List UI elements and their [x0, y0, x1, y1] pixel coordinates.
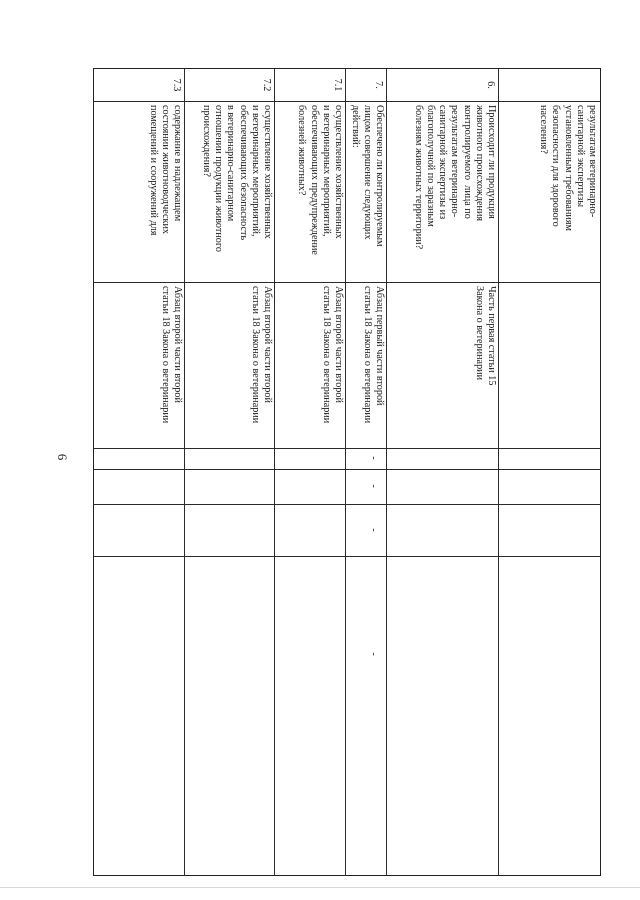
legal-basis: Абзац второй части второй статьи 18 Закона о ветеринарии: [320, 286, 344, 424]
legal-basis: Часть первая статьи 15 Закона о ветеринарии: [473, 286, 497, 386]
legal-basis: [596, 282, 600, 448]
page-number: 6: [55, 453, 70, 461]
question-text: осуществление хозяйственных и ветеринарных мероприятий, обеспечивающих предупреждение болезней животных?: [296, 105, 344, 255]
item-number: 7.: [373, 81, 384, 89]
answer-mark: -: [368, 652, 379, 656]
question-text: Происходит ли продукция животного происхождения контролируемого лица по результатам ветеринарно- санитарной экспертизы из благополучной по заразным болезням животных территории?: [412, 105, 497, 250]
item-number: 6.: [485, 81, 496, 89]
rotated-table-container: [93, 68, 601, 876]
scan-edge: [0, 887, 640, 900]
column-divider: [93, 469, 600, 470]
answer-mark: -: [368, 528, 379, 532]
question-text: Обеспечено ли контролируемым лицом совершение следующих действий:: [349, 105, 385, 247]
item-number: 7.1: [332, 78, 343, 92]
question-text: результатам ветеринарно- санитарной экспертизы установленным требованиям безопасности для здорового населения?: [538, 105, 598, 231]
column-divider: [93, 556, 600, 557]
item-number: [594, 69, 600, 101]
question-text: осуществление хозяйственных и ветеринарных мероприятий, обеспечивающих безопасность в ветеринарно-санитарном отношении продукции животного происхождения?: [200, 105, 273, 252]
answer-mark: -: [368, 484, 379, 488]
legal-basis: Абзац первый части второй статьи 18 Закона о ветеринарии: [361, 286, 385, 424]
column-divider: [93, 448, 600, 449]
checklist-table: [93, 68, 601, 876]
legal-basis: Абзац второй части второй статьи 18 Закона о ветеринарии: [159, 286, 183, 424]
column-divider: [93, 504, 600, 505]
answer-mark: -: [368, 456, 379, 460]
legal-basis: Абзац второй части второй статьи 18 Закона о ветеринарии: [249, 286, 273, 424]
question-text: содержание в надлежащем состоянии животноводческих помещений и сооружений для: [147, 105, 183, 236]
item-number: 7.3: [171, 78, 182, 92]
item-number: 7.2: [261, 78, 272, 92]
